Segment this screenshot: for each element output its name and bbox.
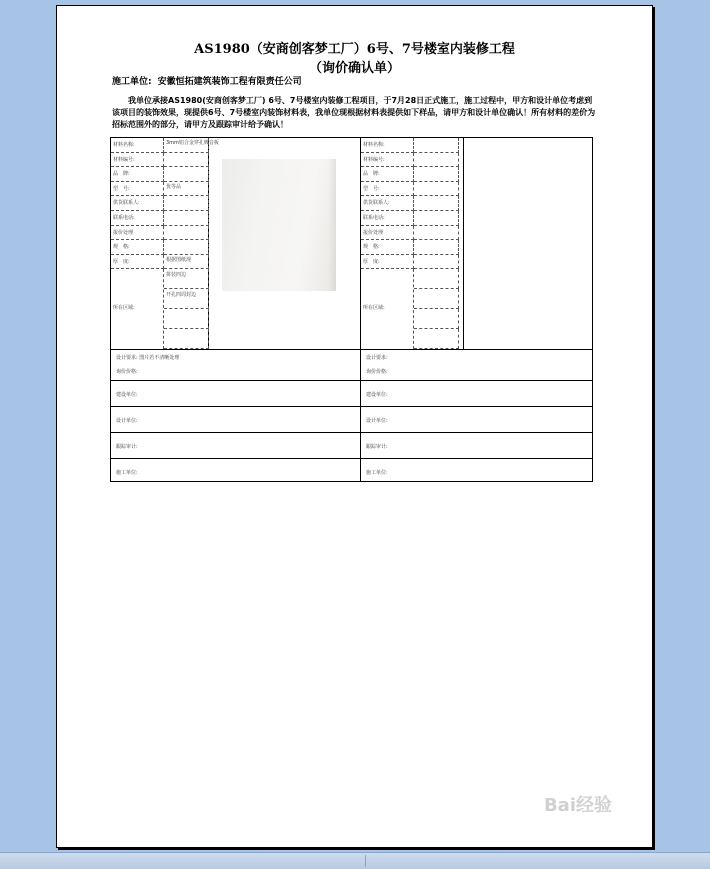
spec-label-cell: 厚 度: [361,255,414,270]
status-bar-separator [365,855,366,867]
spec-value-cell: 3mm铝合金穿孔吸音板 [164,138,209,153]
spec-value-cell [414,269,459,289]
spec-label-cell: 材料名称: [111,138,164,153]
sign-right-contractor: 施工单位: [366,470,388,476]
sign-line-1 [111,406,592,407]
sign-left-audit: 跟踪审计: [116,444,138,450]
spec-label-cell: 供货联系人: [111,196,164,211]
spec-label-cell: 供货联系人: [361,196,414,211]
spec-value-cell [414,182,459,197]
spec-label-cell: 报价处理 [361,226,414,241]
spec-value-cell [414,289,459,309]
spec-value-cell [164,240,209,255]
spec-label-cell: 规 格: [361,240,414,255]
sign-left-contractor: 施工单位: [116,470,138,476]
unit-name: 安徽恒拓建筑装饰工程有限责任公司 [157,77,302,87]
sign-left-construction: 建设单位: [116,392,138,398]
spec-value-cell [414,329,459,349]
spec-label-cell: 材料编号: [111,153,164,168]
spec-label-cell: 材料名称: [361,138,414,153]
spec-bottom-line [111,349,592,350]
spec-value-cell [414,240,459,255]
spec-label-cell: 型 号: [111,182,164,197]
sign-line-2 [111,432,592,433]
spec-value-cell: 优等品 [164,182,209,197]
sign-right-audit: 跟踪审计: [366,444,388,450]
spec-label-cell: 品 牌: [111,167,164,182]
design-bottom-line [111,380,592,381]
spec-label-cell: 规 格: [111,240,164,255]
spec-label-cell: 所在区域: [111,269,164,349]
spec-value-cell [164,167,209,182]
document-title: AS1980（安商创客梦工厂）6号、7号楼室内装修工程 [194,42,515,57]
spec-label-cell: 材料编号: [361,153,414,168]
spec-value-cell [164,329,209,349]
construction-unit [112,74,302,87]
spec-label-cell: 联系电话: [111,211,164,226]
spec-value-cell [414,226,459,241]
spec-value-cell [414,309,459,329]
spec-label-cell: 联系电话: [361,211,414,226]
spec-label-cell: 所在区域: [361,269,414,349]
spec-value-cell: 拼装四边 [164,269,209,289]
spec-value-cell [414,211,459,226]
spec-value-cell [164,226,209,241]
spec-value-cell [414,196,459,211]
sign-left-design: 设计单位: [116,418,138,424]
spec-value-cell [414,255,459,270]
spec-value-cell: 根据图纸现 [164,255,209,270]
spec-value-cell [164,196,209,211]
spec-value-cell [164,309,209,329]
right-price-label: 询价价格: [366,369,388,375]
spec-value-cell [414,167,459,182]
spec-value-cell [164,153,209,168]
sample-photo [222,159,336,291]
spec-value-cell: 开孔四周封边 [164,289,209,309]
right-spec-border [463,138,464,349]
spec-value-cell [414,138,459,153]
document-page [56,5,653,848]
status-bar [0,852,710,869]
document-subtitle: （询价确认单） [308,61,400,76]
right-design-label: 设计要求: [366,355,388,361]
left-design-label: 设计要求: 图片若不清晰处理 [116,355,180,361]
confirmation-form [110,137,593,482]
spec-label-cell: 报价处理 [111,226,164,241]
unit-label: 施工单位: [112,77,152,87]
spec-value-cell [164,211,209,226]
spec-label-cell: 型 号: [361,182,414,197]
sign-right-construction: 建设单位: [366,392,388,398]
spec-label-cell: 厚 度: [111,255,164,270]
baidu-watermark: Bai经验 [543,795,612,816]
intro-paragraph: 我单位承接AS1980(安商创客梦工厂) 6号、7号楼室内装修工程项目，于7月28日正式施工，施工过程中，甲方和设计单位考虑到该项目的装饰效果，现提供6号、7号楼室内装饰材料表，我单位现根据材料表提供如下样品，请甲方和设计单位确认！所有材料的差价为招标范围外的部分，请甲方及跟踪审计给予确认！ [112,96,596,129]
sign-line-3 [111,458,592,459]
spec-label-cell: 品 牌: [361,167,414,182]
sign-right-design: 设计单位: [366,418,388,424]
spec-value-cell [414,153,459,168]
left-price-label: 询价价格: [116,369,138,375]
